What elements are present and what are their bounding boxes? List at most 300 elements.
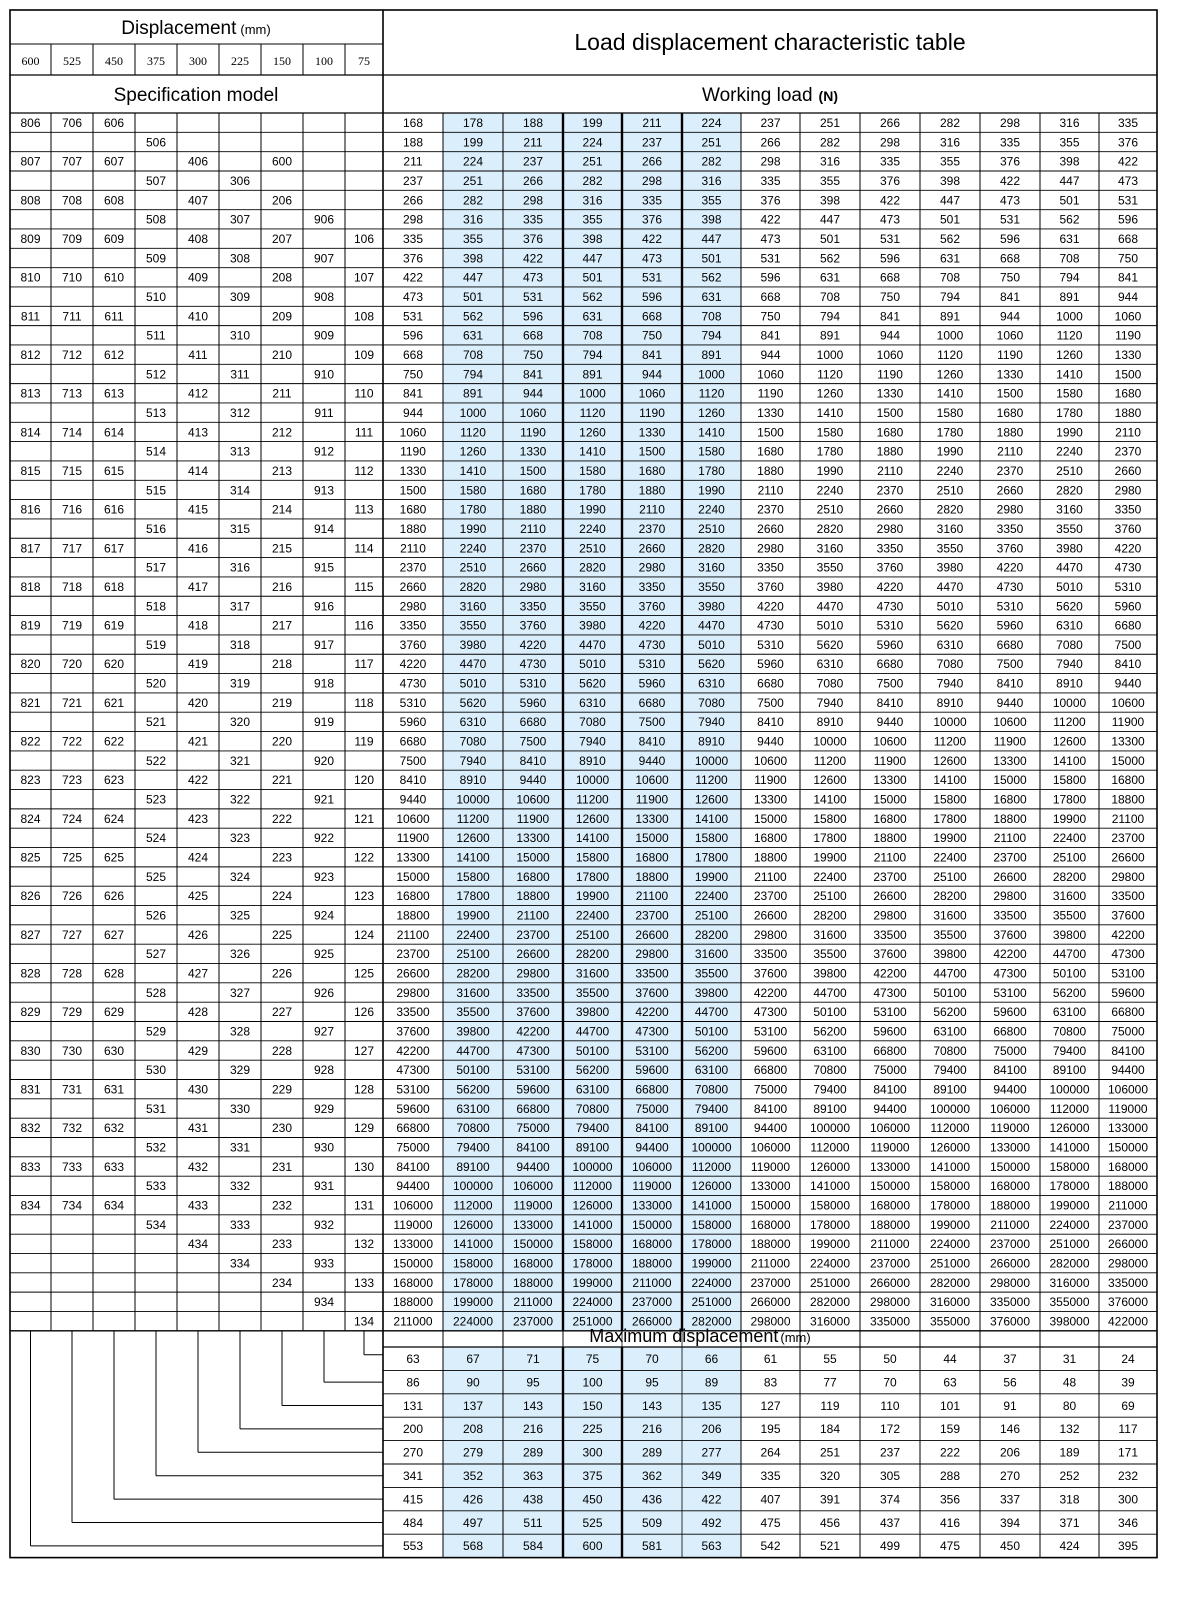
working-load-cell: 1990: [936, 444, 964, 459]
working-load-cell: 750: [1117, 251, 1139, 266]
spec-model-cell: 429: [187, 1043, 209, 1058]
spec-model-cell: 517: [145, 560, 167, 575]
working-load-cell: 13300: [993, 753, 1027, 768]
displacement-column-header: 525: [63, 54, 81, 68]
spec-model-cell: 907: [313, 251, 335, 266]
working-load-cell: 631: [701, 289, 722, 304]
working-load-cell: 1990: [698, 483, 725, 498]
working-load-cell: 708: [1059, 251, 1080, 266]
working-load-cell: 168000: [869, 1198, 911, 1213]
working-load-cell: 59600: [1111, 985, 1145, 1000]
spec-model-cell: 515: [145, 483, 167, 498]
working-load-cell: 168000: [750, 1217, 791, 1232]
spec-model-cell: 216: [271, 579, 293, 594]
working-load-cell: 355: [819, 173, 841, 188]
working-load-cell: 5960: [757, 657, 784, 672]
spec-model-cell: 230: [271, 1121, 293, 1136]
working-load-cell: 89100: [813, 1101, 847, 1116]
working-load-cell: 2660: [399, 579, 427, 594]
working-load-cell: 106000: [631, 1159, 673, 1174]
spec-model-cell: 934: [313, 1295, 335, 1310]
working-load-cell: 7940: [698, 715, 725, 730]
working-load-cell: 335: [760, 173, 781, 188]
working-load-cell: 158000: [809, 1198, 851, 1213]
working-load-cell: 70800: [456, 1121, 490, 1136]
working-load-cell: 6310: [936, 637, 964, 652]
working-load-cell: 631: [582, 309, 603, 324]
working-load-cell: 2510: [698, 521, 725, 536]
working-load-cell: 44700: [1052, 947, 1087, 962]
working-load-cell: 15000: [516, 850, 550, 865]
working-load-cell: 355: [701, 193, 722, 208]
working-load-cell: 1260: [936, 367, 964, 382]
working-load-cell: 4730: [876, 599, 904, 614]
spec-model-cell: 717: [61, 541, 83, 556]
working-load-cell: 133000: [989, 1140, 1031, 1155]
working-load-cell: 355000: [1049, 1295, 1090, 1310]
working-load-cell: 5310: [638, 657, 666, 672]
working-load-cell: 6310: [579, 695, 606, 710]
spec-model-cell: 730: [61, 1043, 83, 1058]
working-load-cell: 33500: [635, 966, 669, 981]
working-load-cell: 251: [819, 116, 841, 130]
working-load-cell: 25100: [694, 908, 729, 923]
working-load-cell: 596: [1117, 212, 1139, 227]
working-load-cell: 355: [582, 212, 603, 227]
working-load-cell: 8910: [579, 753, 606, 768]
working-load-cell: 59600: [396, 1101, 430, 1116]
spec-model-cell: 613: [103, 386, 125, 401]
spec-model-cell: 916: [313, 599, 335, 614]
working-load-cell: 35500: [694, 966, 729, 981]
spec-model-header: Specification model: [113, 85, 279, 106]
working-load-cell: 398: [819, 193, 841, 208]
working-load-cell: 188000: [392, 1295, 434, 1310]
working-load-cell: 53100: [1111, 966, 1145, 981]
working-load-cell: 79400: [694, 1101, 729, 1116]
spec-model-cell: 110: [354, 386, 374, 401]
working-load-cell: 1580: [816, 425, 844, 440]
spec-model-cell: 312: [229, 405, 251, 420]
working-load-cell: 29800: [516, 966, 550, 981]
working-load-cell: 298: [522, 193, 544, 208]
working-load-cell: 447: [582, 251, 603, 266]
working-load-cell: 112000: [691, 1159, 732, 1174]
working-load-cell: 25100: [933, 869, 967, 884]
spec-model-cell: 829: [20, 1005, 41, 1020]
spec-model-cell: 931: [313, 1179, 335, 1194]
max-displacement-cell: 356: [939, 1492, 961, 1507]
working-load-cell: 75000: [1111, 1024, 1145, 1039]
working-load-cell: 841: [879, 309, 901, 324]
spec-model-cell: 223: [271, 850, 293, 865]
spec-model-cell: 424: [187, 850, 209, 865]
working-load-cell: 422: [641, 231, 663, 246]
working-load-cell: 5010: [816, 618, 844, 633]
max-displacement-cell: 415: [402, 1492, 424, 1507]
working-load-cell: 84100: [873, 1082, 907, 1097]
working-load-cell: 39800: [933, 947, 967, 962]
spec-model-cell: 434: [187, 1237, 209, 1252]
spec-model-cell: 918: [313, 676, 335, 691]
working-load-cell: 28200: [933, 889, 967, 904]
working-load-cell: 19900: [933, 831, 967, 846]
max-displacement-cell: 232: [1117, 1469, 1139, 1483]
working-load-cell: 376: [1117, 135, 1139, 150]
working-load-cell: 5310: [757, 637, 784, 652]
working-load-cell: 794: [462, 367, 484, 382]
working-load-cell: 6680: [996, 637, 1024, 652]
working-load-cell: 17800: [456, 889, 490, 904]
working-load-cell: 14100: [933, 773, 967, 788]
working-load-cell: 2370: [1114, 444, 1142, 459]
working-load-cell: 1330: [757, 405, 784, 420]
working-load-cell: 33500: [516, 985, 550, 1000]
working-load-cell: 11200: [933, 734, 967, 749]
working-load-cell: 56200: [456, 1082, 490, 1097]
working-load-cell: 4220: [399, 657, 427, 672]
working-load-cell: 1330: [996, 367, 1024, 382]
working-load-cell: 26600: [516, 947, 550, 962]
displacement-header: [121, 18, 270, 39]
working-load-cell: 562: [582, 289, 603, 304]
working-load-cell: 59600: [993, 1005, 1027, 1020]
working-load-cell: 22400: [813, 869, 847, 884]
working-load-cell: 199000: [452, 1295, 494, 1310]
max-displacement-cell: 50: [883, 1352, 897, 1366]
spec-model-cell: 411: [188, 347, 208, 362]
working-load-cell: 26600: [396, 966, 430, 981]
working-load-cell: 298000: [869, 1295, 911, 1310]
max-displacement-cell: 222: [939, 1445, 961, 1460]
working-load-cell: 22400: [694, 889, 729, 904]
working-load-cell: 531: [522, 289, 544, 304]
working-load-cell: 3550: [1056, 521, 1083, 536]
working-load-cell: 237: [522, 154, 544, 169]
working-load-cell: 19900: [813, 850, 847, 865]
working-load-cell: 1260: [459, 444, 487, 459]
working-load-cell: 237000: [989, 1237, 1031, 1252]
max-displacement-cell: 143: [522, 1398, 544, 1413]
working-load-cell: 199: [462, 135, 484, 150]
spec-model-cell: 734: [61, 1198, 83, 1213]
working-load-cell: 3550: [579, 599, 606, 614]
spec-model-cell: 623: [103, 773, 125, 788]
working-load-cell: 1120: [698, 386, 725, 401]
working-load-cell: 1680: [519, 483, 547, 498]
working-load-cell: 15000: [396, 869, 430, 884]
table-title: Load displacement characteristic table: [574, 29, 966, 55]
spec-model-cell: 431: [187, 1121, 209, 1136]
working-load-cell: 2110: [877, 463, 903, 478]
working-load-cell: 13300: [396, 850, 430, 865]
working-load-cell: 56200: [933, 1005, 967, 1020]
working-load-cell: 25100: [1052, 850, 1087, 865]
working-load-cell: 2980: [996, 502, 1024, 517]
max-displacement-cell: 63: [943, 1375, 957, 1390]
working-load-cell: 199: [582, 116, 603, 130]
working-load-cell: 79400: [456, 1140, 490, 1155]
displacement-label: Displacement: [121, 18, 237, 39]
working-load-cell: 47300: [753, 1005, 788, 1020]
working-load-cell: 15800: [456, 869, 490, 884]
working-load-cell: 37600: [396, 1024, 430, 1039]
working-load-cell: 3160: [459, 599, 487, 614]
working-load-cell: 211: [523, 135, 543, 150]
working-load-cell: 47300: [873, 985, 907, 1000]
spec-model-cell: 614: [103, 425, 125, 440]
working-load-cell: 44700: [694, 1005, 729, 1020]
working-load-cell: 2510: [816, 502, 844, 517]
spec-model-cell: 911: [314, 405, 334, 420]
working-load-cell: 631: [1059, 231, 1080, 246]
working-load-cell: 188000: [512, 1275, 554, 1290]
spec-model-cell: 626: [103, 889, 125, 904]
working-load-cell: 266: [879, 116, 901, 130]
working-load-cell: 178000: [572, 1256, 613, 1271]
max-displacement-cell: 252: [1059, 1469, 1080, 1483]
working-load-cell: 6680: [1114, 618, 1142, 633]
working-load-cell: 22400: [575, 908, 610, 923]
working-load-cell: 178000: [1049, 1179, 1090, 1194]
working-load-cell: 1880: [1114, 405, 1142, 420]
working-load-cell: 84100: [635, 1121, 669, 1136]
working-load-cell: 298000: [1107, 1256, 1149, 1271]
working-load-cell: 5310: [996, 599, 1024, 614]
working-load-cell: 1060: [1114, 309, 1142, 324]
working-load-cell: 126000: [929, 1140, 971, 1155]
working-load-cell: 28200: [1052, 869, 1087, 884]
working-load-cell: 224: [582, 135, 603, 150]
working-load-cell: 282: [582, 173, 603, 188]
spec-model-cell: 826: [20, 889, 41, 904]
spec-model-cell: 420: [187, 695, 209, 710]
working-load-cell: 17800: [813, 831, 847, 846]
working-load-cell: 141000: [1049, 1140, 1090, 1155]
working-load-cell: 1190: [877, 367, 903, 382]
spec-model-cell: 231: [271, 1159, 293, 1174]
working-load-cell: 2110: [400, 541, 426, 556]
spec-model-cell: 728: [61, 966, 83, 981]
working-load-cell: 53100: [753, 1024, 788, 1039]
working-load-cell: 66800: [753, 1063, 788, 1078]
working-load-cell: 891: [819, 328, 841, 343]
working-load-cell: 100000: [809, 1121, 851, 1136]
working-load-cell: 6680: [519, 715, 547, 730]
working-load-cell: 8410: [519, 753, 547, 768]
working-load-cell: 794: [582, 347, 603, 362]
working-load-cell: 4220: [757, 599, 784, 614]
working-load-cell: 596: [760, 270, 781, 285]
working-load-cell: 1990: [1056, 425, 1083, 440]
working-load-cell: 150000: [512, 1237, 554, 1252]
working-load-cell: 4470: [459, 657, 487, 672]
working-load-cell: 119000: [513, 1198, 553, 1213]
working-load-cell: 10000: [1052, 695, 1087, 710]
spec-model-cell: 917: [313, 637, 335, 652]
working-load-cell: 3980: [698, 599, 725, 614]
spec-model-cell: 518: [145, 599, 167, 614]
max-displacement-cell: 584: [522, 1539, 544, 1554]
working-load-cell: 3550: [816, 560, 844, 575]
spec-model-cell: 628: [103, 966, 125, 981]
working-load-cell: 3980: [459, 637, 487, 652]
spec-model-cell: 731: [61, 1082, 83, 1097]
spec-model-cell: 619: [103, 618, 125, 633]
spec-model-cell: 822: [20, 734, 41, 749]
spec-model-cell: 422: [187, 773, 209, 788]
working-load-cell: 891: [1059, 289, 1080, 304]
max-displacement-cell: 341: [402, 1469, 424, 1483]
working-load-cell: 66800: [993, 1024, 1027, 1039]
working-load-cell: 31600: [1052, 889, 1087, 904]
working-load-cell: 1580: [936, 405, 964, 420]
working-load-cell: 31600: [813, 927, 847, 942]
working-load-cell: 39800: [575, 1005, 610, 1020]
working-load-cell: 266: [402, 193, 424, 208]
spec-model-cell: 220: [271, 734, 293, 749]
spec-model-cell: 325: [229, 908, 251, 923]
spec-model-cell: 415: [187, 502, 209, 517]
working-load-cell: 1060: [399, 425, 427, 440]
spec-model-cell: 322: [229, 792, 251, 807]
working-load-cell: 21100: [635, 889, 669, 904]
spec-model-cell: 929: [313, 1101, 335, 1116]
working-load-cell: 668: [641, 309, 663, 324]
working-load-cell: 70800: [1052, 1024, 1087, 1039]
max-displacement-cell: 352: [462, 1469, 484, 1483]
working-load-cell: 21100: [516, 908, 550, 923]
working-load-cell: 89100: [694, 1121, 729, 1136]
working-load-cell: 106000: [512, 1179, 554, 1194]
working-load-cell: 2370: [996, 463, 1024, 478]
working-load-cell: 376: [760, 193, 781, 208]
spec-model-cell: 221: [271, 773, 293, 788]
spec-model-cell: 525: [145, 869, 167, 884]
working-load-cell: 944: [879, 328, 901, 343]
working-load-cell: 6680: [399, 734, 427, 749]
working-load-cell: 2820: [1056, 483, 1083, 498]
working-load-cell: 8410: [757, 715, 784, 730]
working-load-cell: 9440: [757, 734, 784, 749]
working-load-cell: 224000: [809, 1256, 851, 1271]
working-load-cell: 119000: [870, 1140, 910, 1155]
spec-model-cell: 331: [229, 1140, 251, 1155]
spec-model-cell: 506: [145, 135, 167, 150]
max-displacement-cell: 119: [820, 1398, 840, 1413]
spec-model-cell: 309: [229, 289, 251, 304]
spec-model-cell: 334: [229, 1256, 251, 1271]
working-load-cell: 841: [760, 328, 781, 343]
working-load-cell: 25100: [456, 947, 490, 962]
spec-model-cell: 122: [353, 850, 375, 865]
working-load-cell: 708: [701, 309, 722, 324]
spec-model-cell: 408: [187, 231, 209, 246]
spec-model-cell: 633: [103, 1159, 125, 1174]
working-load-cell: 1580: [459, 483, 487, 498]
working-load-cell: 11200: [695, 773, 728, 788]
working-load-cell: 75000: [873, 1063, 907, 1078]
working-load-cell: 562: [701, 270, 722, 285]
working-load-cell: 8910: [936, 695, 964, 710]
spec-model-cell: 531: [145, 1101, 167, 1116]
working-load-cell: 37600: [516, 1005, 550, 1020]
working-load-cell: 10000: [933, 715, 967, 730]
working-load-cell: 7500: [399, 753, 427, 768]
max-displacement-cell: 83: [763, 1375, 778, 1390]
spec-model-cell: 317: [229, 599, 251, 614]
working-load-cell: 316: [1059, 116, 1080, 130]
working-load-cell: 7080: [698, 695, 725, 710]
max-displacement-cell: 95: [526, 1375, 540, 1390]
working-load-cell: 4730: [399, 676, 427, 691]
working-load-cell: 2370: [757, 502, 784, 517]
working-load-cell: 473: [999, 193, 1021, 208]
max-displacement-cell: 206: [999, 1445, 1021, 1460]
max-displacement-cell: 127: [760, 1398, 781, 1413]
max-displacement-label: Maximum displacement: [589, 1326, 779, 1346]
working-load-cell: 63100: [694, 1063, 729, 1078]
max-displacement-cell: 492: [701, 1515, 722, 1530]
spec-model-cell: 121: [353, 811, 375, 826]
max-displacement-cell: 568: [462, 1539, 484, 1554]
working-load-cell: 211000: [990, 1217, 1030, 1232]
working-load-cell: 22400: [933, 850, 967, 865]
working-load-cell: 841: [641, 347, 663, 362]
max-displacement-cell: 581: [641, 1539, 663, 1554]
working-load-cell: 5010: [579, 657, 606, 672]
working-load-cell: 106000: [392, 1198, 434, 1213]
working-load-cell: 11200: [456, 811, 490, 826]
working-load-cell: 2820: [936, 502, 964, 517]
working-load-cell: 158000: [1049, 1159, 1090, 1174]
working-load-cell: 39800: [694, 985, 729, 1000]
working-load-cell: 1330: [1114, 347, 1142, 362]
working-load-cell: 944: [999, 309, 1021, 324]
working-load-cell: 13300: [1111, 734, 1145, 749]
working-load-cell: 18800: [753, 850, 788, 865]
working-load-cell: 15800: [575, 850, 610, 865]
working-load-cell: 2240: [459, 541, 487, 556]
max-displacement-cell: 237: [879, 1445, 901, 1460]
working-load-cell: 944: [641, 367, 663, 382]
working-load-cell: 94400: [993, 1082, 1027, 1097]
working-load-cell: 199000: [929, 1217, 971, 1232]
spec-model-cell: 423: [187, 811, 209, 826]
working-load-cell: 47300: [516, 1043, 550, 1058]
spec-model-cell: 922: [313, 831, 335, 846]
working-load-cell: 266000: [869, 1275, 911, 1290]
working-load-cell: 1260: [698, 405, 725, 420]
working-load-cell: 422: [1117, 154, 1139, 169]
working-load-cell: 335: [522, 212, 544, 227]
spec-model-cell: 208: [271, 270, 293, 285]
spec-model-cell: 532: [145, 1140, 167, 1155]
max-displacement-cell: 438: [522, 1492, 544, 1507]
working-load-cell: 119000: [1108, 1101, 1148, 1116]
working-load-cell: 94400: [873, 1101, 907, 1116]
working-load-cell: 1060: [519, 405, 547, 420]
working-load-cell: 376: [999, 154, 1021, 169]
spec-model-cell: 113: [354, 502, 374, 517]
working-load-cell: 224: [462, 154, 484, 169]
max-displacement-cell: 31: [1062, 1352, 1077, 1366]
working-load-cell: 188000: [989, 1198, 1031, 1213]
working-load-cell: 5960: [876, 637, 904, 652]
working-load-cell: 316: [939, 135, 961, 150]
spec-model-cell: 921: [313, 792, 335, 807]
spec-model-cell: 428: [187, 1005, 209, 1020]
